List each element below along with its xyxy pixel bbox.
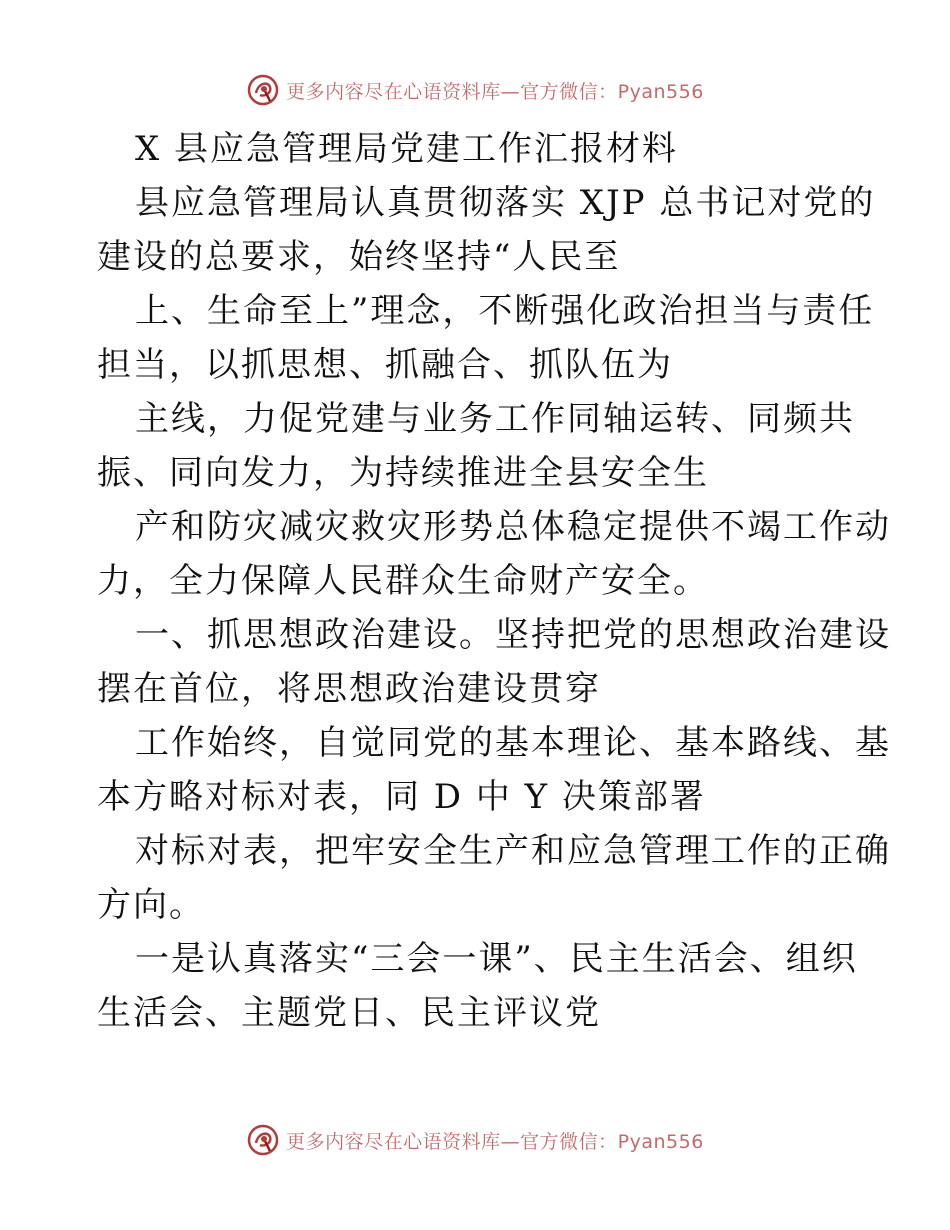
document-line: 一、抓思想政治建设。坚持把党的思想政治建设 — [135, 615, 891, 655]
watermark-text: 更多内容尽在心语资料库—官方微信：Pyan556 — [286, 80, 704, 103]
document-line: X 县应急管理局党建工作汇报材料 — [135, 129, 679, 169]
document-line: 摆在首位，将思想政治建设贯穿 — [97, 669, 601, 709]
document-line: 担当，以抓思想、抓融合、抓队伍为 — [97, 345, 673, 385]
document-line: 生活会、主题党日、民主评议党 — [97, 993, 601, 1033]
document-line: 工作始终，自觉同党的基本理论、基本路线、基 — [135, 723, 891, 763]
document-line: 一是认真落实“三会一课”、民主生活会、组织 — [135, 939, 858, 979]
watermark-banner-top — [0, 70, 950, 110]
watermark-text: 更多内容尽在心语资料库—官方微信：Pyan556 — [286, 1130, 704, 1153]
rose-logo-icon — [246, 73, 280, 107]
watermark-banner-bottom — [0, 1120, 950, 1160]
document-line: 产和防灾减灾救灾形势总体稳定提供不竭工作动 — [135, 507, 891, 547]
document-line: 本方略对标对表，同 D 中 Y 决策部署 — [97, 777, 706, 817]
rose-logo-icon — [246, 1123, 280, 1157]
document-line: 主线，力促党建与业务工作同轴运转、同频共 — [135, 399, 855, 439]
document-line: 振、同向发力，为持续推进全县安全生 — [97, 453, 709, 493]
document-line: 建设的总要求，始终坚持“人民至 — [97, 237, 621, 277]
document-body — [0, 122, 950, 1040]
document-line: 对标对表，把牢安全生产和应急管理工作的正确 — [135, 831, 891, 871]
document-line: 力，全力保障人民群众生命财产安全。 — [97, 561, 709, 601]
document-line: 方向。 — [97, 885, 205, 925]
document-line: 上、生命至上”理念，不断强化政治担当与责任 — [135, 291, 875, 331]
document-line: 县应急管理局认真贯彻落实 XJP 总书记对党的 — [135, 183, 876, 223]
